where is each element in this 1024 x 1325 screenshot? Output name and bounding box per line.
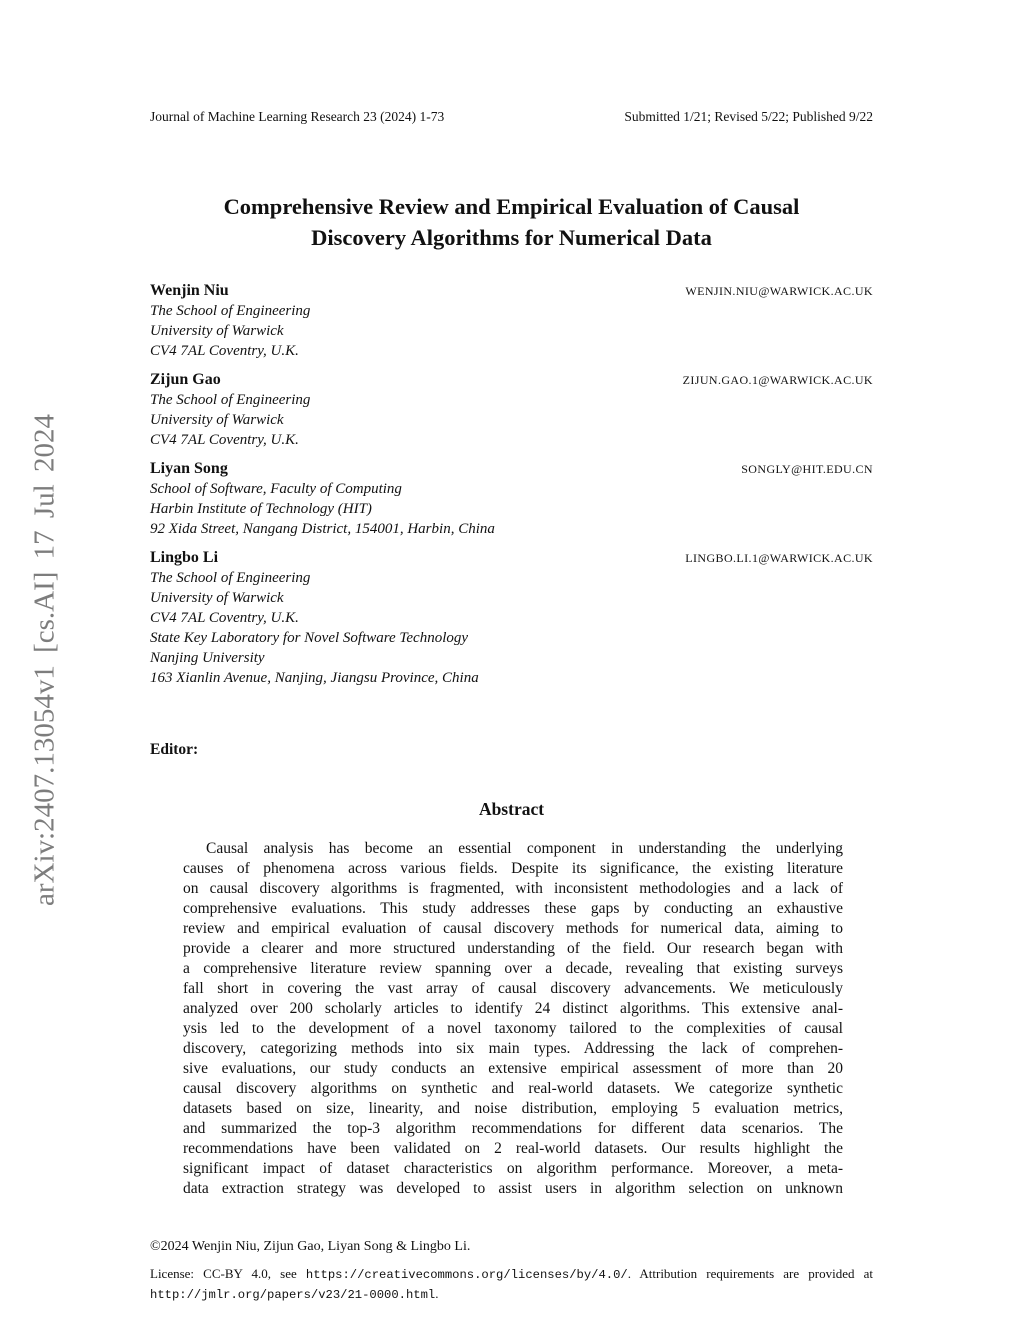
author-email: WENJIN.NIU@WARWICK.AC.UK [685, 284, 873, 298]
paper-title [150, 191, 873, 253]
abstract-line: a comprehensive literature review spanning over a decade, revealing that existing surveys [183, 960, 843, 977]
author-block [150, 281, 873, 688]
license-notice [150, 1265, 873, 1304]
journal-header [150, 108, 873, 125]
abstract-line: ysis led to the development of a novel taxonomy tailored to the complexities of causal [183, 1020, 843, 1037]
author-affiliation-line: CV4 7AL Coventry, U.K. [150, 432, 299, 448]
author-affiliation-line: The School of Engineering [150, 303, 311, 319]
abstract-heading: Abstract [478, 799, 545, 819]
abstract-line: review and empirical evaluation of causal discovery methods for numerical data, aiming to [183, 920, 843, 937]
abstract-line: recommendations have been validated on 2 real-world datasets. Our results highlight the [183, 1140, 843, 1157]
author-affiliation-line: 92 Xida Street, Nangang District, 154001, Harbin, China [150, 521, 495, 537]
author-name-row [150, 548, 873, 568]
paper-title-line1: Comprehensive Review and Empirical Evaluation of Causal [223, 194, 800, 219]
author-email: ZIJUN.GAO.1@WARWICK.AC.UK [682, 373, 873, 387]
license-text: . Attribution requirements are provided at [627, 1266, 873, 1281]
license-text: . [435, 1285, 439, 1301]
abstract-line: and summarized the top-3 algorithm recommendations for different data scenarios. The [183, 1120, 843, 1137]
abstract-line: sive evaluations, our study conducts an extensive empirical assessment of more than 20 [183, 1060, 843, 1077]
author-affiliation-line: University of Warwick [150, 412, 284, 428]
license-text: License: CC-BY 4.0, see [150, 1266, 306, 1281]
license-url-jmlr[interactable]: http://jmlr.org/papers/v23/21-0000.html [150, 1287, 436, 1302]
abstract-body [150, 839, 873, 1199]
author-name-row [150, 370, 873, 390]
abstract-line: Causal analysis has become an essential component in understanding the underlying [206, 840, 843, 857]
author-affiliation-line: School of Software, Faculty of Computing [150, 481, 402, 497]
author-name: Zijun Gao [150, 371, 221, 388]
author-zijun-gao [150, 370, 873, 450]
author-email: LINGBO.LI.1@WARWICK.AC.UK [685, 551, 873, 565]
author-wenjin-niu [150, 281, 873, 361]
license-url-creativecommons[interactable]: https://creativecommons.org/licenses/by/4.0/ [305, 1268, 628, 1282]
copyright-notice: ©2024 Wenjin Niu, Zijun Gao, Liyan Song & Lingbo Li. [150, 1239, 471, 1254]
author-lingbo-li [150, 548, 873, 688]
author-name-row [150, 459, 873, 479]
journal-reference: Journal of Machine Learning Research 23 (2024) 1-73 [150, 109, 445, 124]
author-email: SONGLY@HIT.EDU.CN [741, 462, 873, 476]
author-affiliation-line: University of Warwick [150, 323, 284, 339]
abstract-line: provide a clearer and more structured understanding of the field. Our research began with [183, 940, 843, 957]
arxiv-watermark: arXiv:2407.13054v1 [cs.AI] 17 Jul 2024 [28, 413, 61, 907]
author-name-row [150, 281, 873, 301]
author-affiliation-line: CV4 7AL Coventry, U.K. [150, 343, 299, 359]
author-affiliation-line: The School of Engineering [150, 392, 311, 408]
author-name: Liyan Song [150, 460, 228, 477]
abstract-line: fall short in covering the vast array of causal discovery advancements. We meticulously [183, 980, 843, 997]
paper-content-column [150, 0, 873, 1199]
submission-history: Submitted 1/21; Revised 5/22; Published 9/22 [624, 109, 873, 124]
author-affiliation-line: State Key Laboratory for Novel Software Technology [150, 630, 469, 646]
author-affiliation-line: University of Warwick [150, 590, 284, 606]
author-name: Wenjin Niu [150, 282, 229, 299]
abstract-line: comprehensive evaluations. This study addresses these gaps by conducting an exhaustive [183, 900, 843, 917]
author-affiliation-line: CV4 7AL Coventry, U.K. [150, 610, 299, 626]
abstract-line: discovery, categorizing methods into six main types. Addressing the lack of comprehen- [183, 1040, 843, 1057]
abstract-line: causal discovery algorithms on synthetic and real-world datasets. We categorize synthetic [183, 1080, 843, 1097]
author-affiliation-line: Nanjing University [150, 650, 265, 666]
abstract-line: significant impact of dataset characteristics on algorithm performance. Moreover, a meta- [183, 1160, 843, 1177]
author-affiliation-line: Harbin Institute of Technology (HIT) [150, 501, 372, 517]
editor-label: Editor: [150, 741, 199, 758]
abstract-line: datasets based on size, linearity, and noise distribution, employing 5 evaluation metrics, [183, 1100, 843, 1117]
author-name: Lingbo Li [150, 549, 219, 566]
page-footer [150, 1238, 873, 1304]
abstract-line: data extraction strategy was developed to assist users in algorithm selection on unknown [183, 1180, 843, 1197]
author-liyan-song [150, 459, 873, 539]
author-affiliation-line: The School of Engineering [150, 570, 311, 586]
abstract-line: causes of phenomena across various fields. Despite its significance, the existing literature [183, 860, 843, 877]
abstract-line: on causal discovery algorithms is fragmented, with inconsistent methodologies and a lack of [183, 880, 843, 897]
author-affiliation-line: 163 Xianlin Avenue, Nanjing, Jiangsu Province, China [150, 670, 479, 686]
paper-title-line2: Discovery Algorithms for Numerical Data [311, 225, 712, 250]
abstract-line: analyzed over 200 scholarly articles to identify 24 distinct algorithms. This extensive anal- [183, 1000, 843, 1017]
